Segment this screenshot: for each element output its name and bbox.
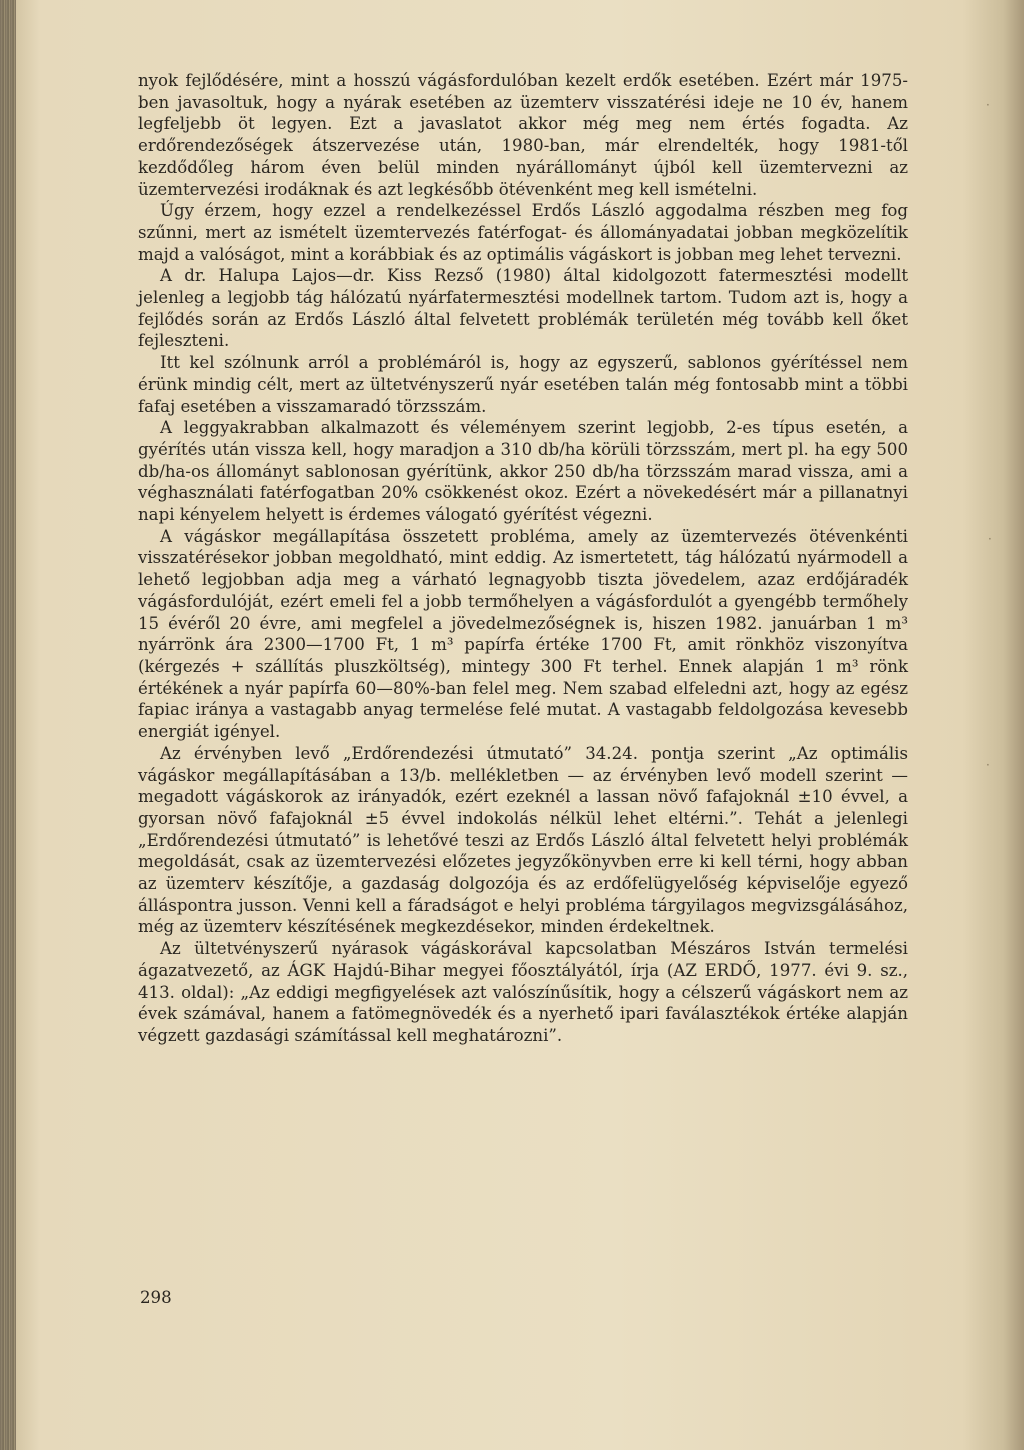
paragraph: A vágáskor megállapítása összetett probléma, amely az üzemtervezés ötévenkénti visszatérésekor jobban megoldható, mint eddig. Az ismertetett, tág hálózatú nyármodell a lehető legjobban adja meg a várható legnagyobb tiszta jövedelem, azaz erdőjáradék vágásfordulóját, ezért emeli fel a jobb termőhelyen a vágásfordulót a gyengébb termőhely 15 évéről 20 évre, ami megfelel a jövedelmezőségnek is, hiszen 1982. januárban 1 m³ nyárrönk ára 2300—1700 Ft, 1 m³ papírfa értéke 1700 Ft, amit rönkhöz viszonyítva (kérgezés + szállítás pluszköltség), mintegy 300 Ft terhel. Ennek alapján 1 m³ rönk értékének a nyár papírfa 60—80%-ban felel meg. Nem szabad elfeledni azt, hogy az egész fapiac iránya a vastagabb anyag termelése felé mutat. A vastagabb feldolgozása kevesebb energiát igényel. bbox=[138, 526, 908, 742]
margin-mark: · bbox=[986, 758, 990, 772]
paragraph: Úgy érzem, hogy ezzel a rendelkezéssel Erdős László aggodalma részben meg fog szűnni, mert az ismételt üzemtervezés fatérfogat- és állományadatai jobban megközelítik majd a valóságot, mint a korábbiak és az optimális vágáskort is jobban meg lehet tervezni. bbox=[138, 201, 908, 264]
paragraph: A dr. Halupa Lajos—dr. Kiss Rezső (1980) által kidolgozott fatermesztési modellt jelenleg a legjobb tág hálózatú nyárfatermesztési modellnek tartom. Tudom azt is, hogy a fejlődés során az Erdős László által felvetett problémák területén még tovább kell őket fejleszteni. bbox=[138, 266, 908, 351]
paragraph: Az érvényben levő „Erdőrendezési útmutató” 34.24. pontja szerint „Az optimális vágáskor megállapításában a 13/b. mellékletben — az érvényben levő modell szerint — megadott vágáskorok az irányadók, ezért ezeknél a lassan növő fafajoknál ±10 évvel, a gyorsan növő fafajoknál ±5 évvel indokolás nélkül lehet eltérni.”. Tehát a jelenlegi „Erdőrendezési útmutató” is lehetővé teszi az Erdős László által felvetett helyi problémák megoldását, csak az üzemtervezési előzetes jegyzőkönyvben erre ki kell térni, hogy abban az üzemterv készítője, a gazdaság dolgozója és az erdőfelügyelőség képviselője egyező álláspontra jusson. Venni kell a fáradságot e helyi probléma tárgyilagos megvizsgálásához, még az üzemterv készítésének megkezdésekor, minden érdekeltnek. bbox=[138, 743, 908, 937]
book-spine bbox=[0, 0, 16, 1450]
margin-mark: · bbox=[988, 532, 992, 546]
body-text bbox=[138, 70, 908, 1047]
page-number: 298 bbox=[140, 1288, 172, 1307]
paragraph: Az ültetvényszerű nyárasok vágáskorával kapcsolatban Mészáros István termelési ágazatvezető, az ÁGK Hajdú-Bihar megyei főosztályától, írja (AZ ERDŐ, 1977. évi 9. sz., 413. oldal): „Az eddigi megfigyelések azt valószínűsítik, hogy a célszerű vágáskort nem az évek számával, hanem a fatömegnövedék és a nyerhető ipari faválasztékok értéke alapján végzett gazdasági számítással kell meghatározni”. bbox=[138, 939, 908, 1045]
margin-mark: · bbox=[986, 98, 990, 112]
paragraph: nyok fejlődésére, mint a hosszú vágásfordulóban kezelt erdők esetében. Ezért már 1975-ben javasoltuk, hogy a nyárak esetében az üzemterv visszatérési ideje ne 10 év, hanem legfeljebb öt legyen. Ezt a javaslatot akkor még meg nem értés fogadta. Az erdőrendezőségek átszervezése után, 1980-ban, már elrendelték, hogy 1981-től kezdődőleg három éven belül minden nyárállományt újból kell üzemtervezni az üzemtervezési irodáknak és azt legkésőbb ötévenként meg kell ismételni. bbox=[138, 71, 908, 199]
paragraph: Itt kel szólnunk arról a problémáról is, hogy az egyszerű, sablonos gyérítéssel nem érünk mindig célt, mert az ültetvényszerű nyár esetében talán még fontosabb mint a többi fafaj esetében a visszamaradó törzsszám. bbox=[138, 353, 908, 416]
paragraph: A leggyakrabban alkalmazott és véleményem szerint legjobb, 2-es típus esetén, a gyérítés után vissza kell, hogy maradjon a 310 db/ha körüli törzsszám, mert pl. ha egy 500 db/ha-os állományt sablonosan gyérítünk, akkor 250 db/ha törzsszám marad vissza, ami a véghasználati fatérfogatban 20% csökkenést okoz. Ezért a növekedésért már a pillanatnyi napi kényelem helyett is érdemes válogató gyérítést végezni. bbox=[138, 418, 908, 525]
